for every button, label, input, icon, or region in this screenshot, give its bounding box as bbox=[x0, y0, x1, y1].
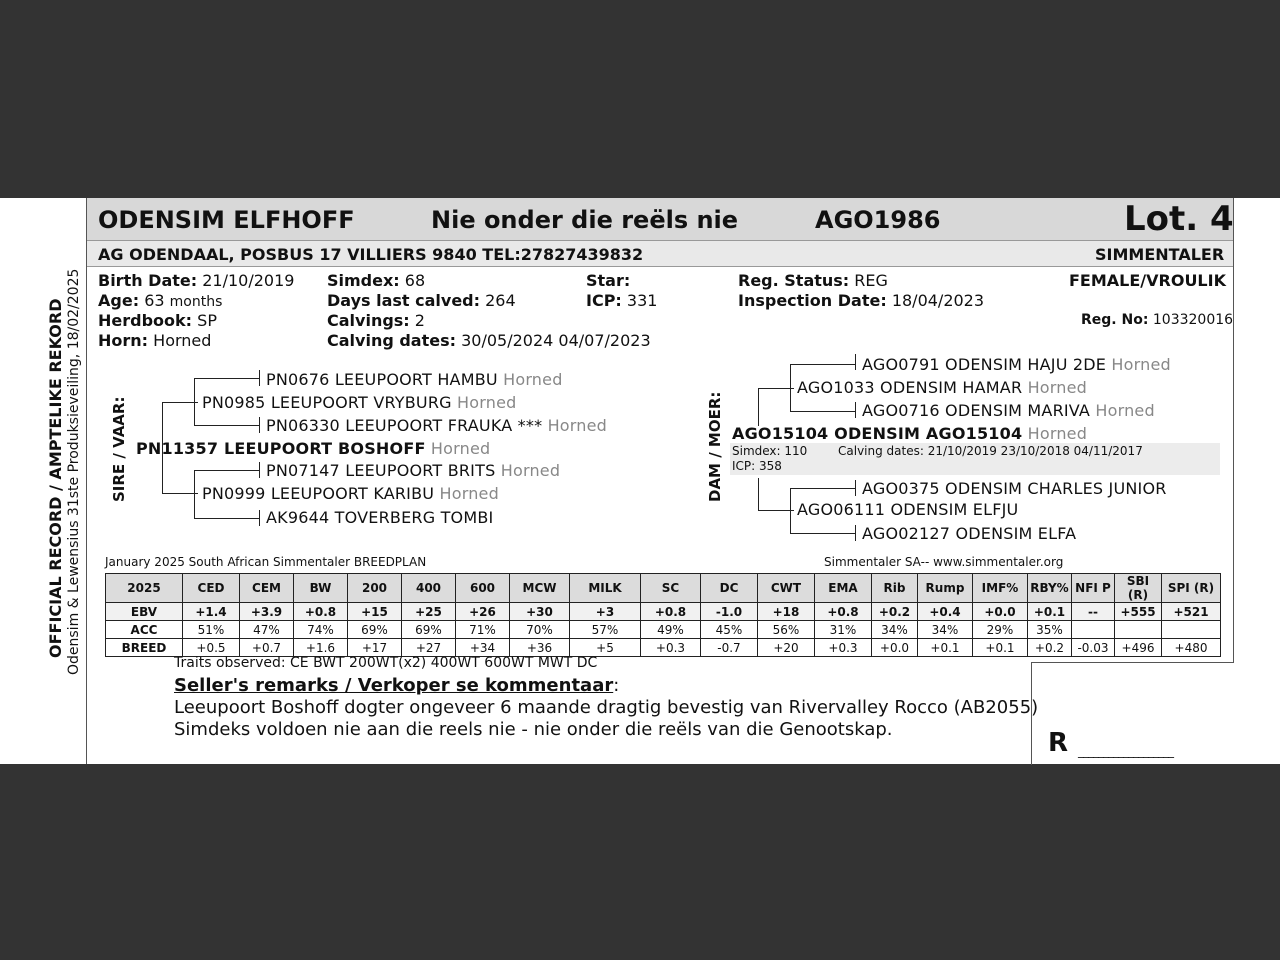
ebv-cell: +0.3 bbox=[815, 639, 872, 657]
sire-label: SIRE / VAAR: bbox=[110, 396, 128, 502]
ebv-cell: +0.5 bbox=[183, 639, 240, 657]
ebv-row-label: BREED bbox=[106, 639, 183, 657]
ebv-cell: 74% bbox=[294, 621, 348, 639]
ebv-column-header: MILK bbox=[570, 574, 641, 603]
dam-dam: AGO06111 ODENSIM ELFJU bbox=[797, 500, 1019, 519]
traits-observed: Traits observed: CE BWT 200WT(x2) 400WT 600WT MWT DC bbox=[174, 655, 598, 671]
dam-sire: AGO1033 ODENSIM HAMAR Horned bbox=[797, 378, 1088, 397]
breedplan-source: Simmentaler SA-- www.simmentaler.org bbox=[824, 555, 1064, 569]
ebv-cell: +3 bbox=[570, 603, 641, 621]
ebv-table bbox=[105, 573, 1221, 657]
ebv-column-header: 2025 bbox=[106, 574, 183, 603]
ebv-cell bbox=[1072, 621, 1115, 639]
ebv-cell: 69% bbox=[402, 621, 456, 639]
ebv-column-header: 200 bbox=[348, 574, 402, 603]
ebv-cell: +15 bbox=[348, 603, 402, 621]
ebv-cell: +0.2 bbox=[1028, 639, 1072, 657]
dam-calving-dates: Calving dates: 21/10/2019 23/10/2018 04/11/2017 bbox=[838, 444, 1143, 458]
ebv-column-header: RBY% bbox=[1028, 574, 1072, 603]
sire-tree-line bbox=[162, 493, 198, 494]
ebv-cell: +0.1 bbox=[918, 639, 973, 657]
ebv-cell: +34 bbox=[456, 639, 510, 657]
ebv-cell: +0.4 bbox=[918, 603, 973, 621]
price-currency: R bbox=[1048, 728, 1069, 758]
ebv-column-header: CED bbox=[183, 574, 240, 603]
sire-tree-line bbox=[194, 518, 260, 519]
ebv-row bbox=[106, 639, 1221, 657]
horn: Horn: Horned bbox=[98, 331, 212, 350]
ebv-cell: +0.3 bbox=[641, 639, 701, 657]
ebv-column-header: SC bbox=[641, 574, 701, 603]
dam-tree-line bbox=[855, 402, 856, 418]
sire-sire-dam: PN06330 LEEUPOORT FRAUKA *** Horned bbox=[266, 416, 608, 435]
ebv-cell: +521 bbox=[1162, 603, 1221, 621]
dam-tree-line bbox=[855, 525, 856, 541]
ebv-header-row bbox=[106, 574, 1221, 603]
dam-simdex: Simdex: 110 bbox=[732, 444, 808, 458]
ebv-cell: 71% bbox=[456, 621, 510, 639]
ebv-cell: +0.8 bbox=[294, 603, 348, 621]
ebv-cell: +17 bbox=[348, 639, 402, 657]
remarks-heading: Seller's remarks / Verkoper se kommentaar: bbox=[174, 675, 620, 696]
ebv-column-header: SPI (R) bbox=[1162, 574, 1221, 603]
ebv-cell: -- bbox=[1072, 603, 1115, 621]
dam-tree-line bbox=[790, 488, 856, 489]
icp: ICP: 331 bbox=[586, 291, 658, 310]
ebv-cell: -0.03 bbox=[1072, 639, 1115, 657]
dam-tree-line bbox=[758, 510, 794, 511]
days-last-calved: Days last calved: 264 bbox=[327, 291, 516, 310]
ebv-cell: 70% bbox=[510, 621, 570, 639]
ebv-cell: +555 bbox=[1115, 603, 1162, 621]
ebv-cell: +0.8 bbox=[641, 603, 701, 621]
age: Age: 63 months bbox=[98, 291, 223, 310]
card-right-border bbox=[1233, 198, 1234, 662]
ebv-cell: +20 bbox=[758, 639, 815, 657]
ebv-cell: +26 bbox=[456, 603, 510, 621]
dam-name: AGO15104 ODENSIM AGO15104 Horned bbox=[732, 424, 1088, 443]
sire-tree-line bbox=[194, 378, 260, 379]
inspection-date: Inspection Date: 18/04/2023 bbox=[738, 291, 985, 310]
sire-tree-line bbox=[259, 417, 260, 433]
sire-name: PN11357 LEEUPOORT BOSHOFF Horned bbox=[136, 439, 491, 458]
ebv-cell: +1.6 bbox=[294, 639, 348, 657]
ebv-column-header: IMF% bbox=[973, 574, 1028, 603]
official-record-label: OFFICIAL RECORD / AMPTELIKE REKORD bbox=[46, 298, 65, 658]
sire-tree-line bbox=[259, 370, 260, 386]
sire-tree-line bbox=[194, 470, 195, 518]
ebv-column-header: NFI P bbox=[1072, 574, 1115, 603]
sire-tree-line bbox=[194, 470, 260, 471]
ebv-column-header: Rib bbox=[872, 574, 918, 603]
ebv-cell: +0.1 bbox=[1028, 603, 1072, 621]
dam-tree-line bbox=[758, 388, 759, 426]
ebv-column-header: MCW bbox=[510, 574, 570, 603]
ebv-cell: +1.4 bbox=[183, 603, 240, 621]
ebv-cell: 49% bbox=[641, 621, 701, 639]
ebv-cell: -1.0 bbox=[701, 603, 758, 621]
sire-sire: PN0985 LEEUPOORT VRYBURG Horned bbox=[202, 393, 517, 412]
animal-id: AGO1986 bbox=[815, 206, 941, 234]
ebv-cell: +3.9 bbox=[240, 603, 294, 621]
ebv-column-header: 400 bbox=[402, 574, 456, 603]
sire-dam: PN0999 LEEUPOORT KARIBU Horned bbox=[202, 484, 499, 503]
ebv-cell: 69% bbox=[348, 621, 402, 639]
ebv-cell: 57% bbox=[570, 621, 641, 639]
ebv-column-header: DC bbox=[701, 574, 758, 603]
dam-tree-line bbox=[758, 388, 794, 389]
ebv-cell: +30 bbox=[510, 603, 570, 621]
ebv-cell: +18 bbox=[758, 603, 815, 621]
ebv-cell: +0.0 bbox=[872, 639, 918, 657]
star-label: Star: bbox=[586, 271, 631, 290]
ebv-column-header: EMA bbox=[815, 574, 872, 603]
ebv-cell: 56% bbox=[758, 621, 815, 639]
card-left-border bbox=[86, 198, 87, 764]
birth-date: Birth Date: 21/10/2019 bbox=[98, 271, 295, 290]
ebv-cell bbox=[1162, 621, 1221, 639]
price-blank[interactable]: ___________________ bbox=[1078, 744, 1173, 758]
dam-tree-line bbox=[790, 488, 791, 534]
sire-dam-sire: PN07147 LEEUPOORT BRITS Horned bbox=[266, 461, 561, 480]
breedplan-title: January 2025 South African Simmentaler BREEDPLAN bbox=[105, 555, 427, 569]
ebv-cell: +496 bbox=[1115, 639, 1162, 657]
ebv-cell: 47% bbox=[240, 621, 294, 639]
animal-name: ODENSIM ELFHOFF bbox=[98, 206, 355, 234]
remarks-line-1: Leeupoort Boshoff dogter ongeveer 6 maande dragtig bevestig van Rivervalley Rocco (AB2055) bbox=[174, 697, 1039, 718]
ebv-cell: +0.0 bbox=[973, 603, 1028, 621]
ebv-cell: 45% bbox=[701, 621, 758, 639]
dam-dam-sire: AGO0375 ODENSIM CHARLES JUNIOR bbox=[862, 479, 1167, 498]
ebv-cell: -0.7 bbox=[701, 639, 758, 657]
ebv-column-header: 600 bbox=[456, 574, 510, 603]
ebv-cell: 35% bbox=[1028, 621, 1072, 639]
ebv-cell: +0.1 bbox=[973, 639, 1028, 657]
dam-label: DAM / MOER: bbox=[706, 391, 724, 502]
sire-tree-line bbox=[194, 378, 195, 426]
reg-no: Reg. No: 103320016 bbox=[1081, 312, 1234, 328]
ebv-row bbox=[106, 603, 1221, 621]
ebv-cell: 51% bbox=[183, 621, 240, 639]
ebv-cell: 31% bbox=[815, 621, 872, 639]
ebv-cell: 29% bbox=[973, 621, 1028, 639]
ebv-cell: +27 bbox=[402, 639, 456, 657]
ebv-column-header: SBI (R) bbox=[1115, 574, 1162, 603]
ebv-cell: +0.2 bbox=[872, 603, 918, 621]
dam-tree-line bbox=[790, 533, 856, 534]
rule-notice: Nie onder die reëls nie bbox=[431, 206, 739, 234]
breed-name: SIMMENTALER bbox=[1095, 245, 1225, 264]
sire-sire-sire: PN0676 LEEUPOORT HAMBU Horned bbox=[266, 370, 563, 389]
dam-sire-dam: AGO0716 ODENSIM MARIVA Horned bbox=[862, 401, 1155, 420]
ebv-column-header: CWT bbox=[758, 574, 815, 603]
reg-status: Reg. Status: REG bbox=[738, 271, 888, 290]
lot-number: Lot. 4 bbox=[1124, 199, 1234, 239]
calving-dates: Calving dates: 30/05/2024 04/07/2023 bbox=[327, 331, 651, 350]
ebv-cell: +0.7 bbox=[240, 639, 294, 657]
ebv-cell: +25 bbox=[402, 603, 456, 621]
ebv-cell: +5 bbox=[570, 639, 641, 657]
sex: FEMALE/VROULIK bbox=[1069, 271, 1226, 290]
ebv-column-header: CEM bbox=[240, 574, 294, 603]
ebv-cell: 34% bbox=[872, 621, 918, 639]
remarks-line-2: Simdeks voldoen nie aan die reels nie - nie onder die reëls van die Genootskap. bbox=[174, 719, 893, 740]
dam-sire-sire: AGO0791 ODENSIM HAJU 2DE Horned bbox=[862, 355, 1171, 374]
sire-tree-line bbox=[194, 425, 260, 426]
ebv-row bbox=[106, 621, 1221, 639]
dam-tree-line bbox=[790, 364, 856, 365]
dam-dam-dam: AGO02127 ODENSIM ELFA bbox=[862, 524, 1077, 543]
dam-tree-line bbox=[855, 480, 856, 496]
dam-tree-line bbox=[790, 364, 791, 412]
ebv-column-header: BW bbox=[294, 574, 348, 603]
dam-tree-line bbox=[790, 411, 856, 412]
ebv-cell: +36 bbox=[510, 639, 570, 657]
ebv-row-label: ACC bbox=[106, 621, 183, 639]
dam-tree-line bbox=[758, 478, 759, 510]
sire-tree-line bbox=[259, 462, 260, 478]
sale-label: Odensim & Lewensius 31ste Produksieveiling, 18/02/2025 bbox=[66, 268, 82, 675]
ebv-cell: +480 bbox=[1162, 639, 1221, 657]
breeder-address: AG ODENDAAL, POSBUS 17 VILLIERS 9840 TEL:27827439832 bbox=[98, 245, 644, 264]
herdbook: Herdbook: SP bbox=[98, 311, 217, 330]
lot-card bbox=[0, 198, 1280, 764]
calvings: Calvings: 2 bbox=[327, 311, 425, 330]
sire-dam-dam: AK9644 TOVERBERG TOMBI bbox=[266, 508, 494, 527]
ebv-row-label: EBV bbox=[106, 603, 183, 621]
dam-tree-line bbox=[855, 354, 856, 370]
dam-icp: ICP: 358 bbox=[732, 459, 782, 473]
sire-tree-line bbox=[162, 402, 198, 403]
ebv-cell bbox=[1115, 621, 1162, 639]
ebv-cell: 34% bbox=[918, 621, 973, 639]
simdex: Simdex: 68 bbox=[327, 271, 426, 290]
ebv-cell: +0.8 bbox=[815, 603, 872, 621]
ebv-column-header: Rump bbox=[918, 574, 973, 603]
sire-tree-line bbox=[259, 510, 260, 526]
